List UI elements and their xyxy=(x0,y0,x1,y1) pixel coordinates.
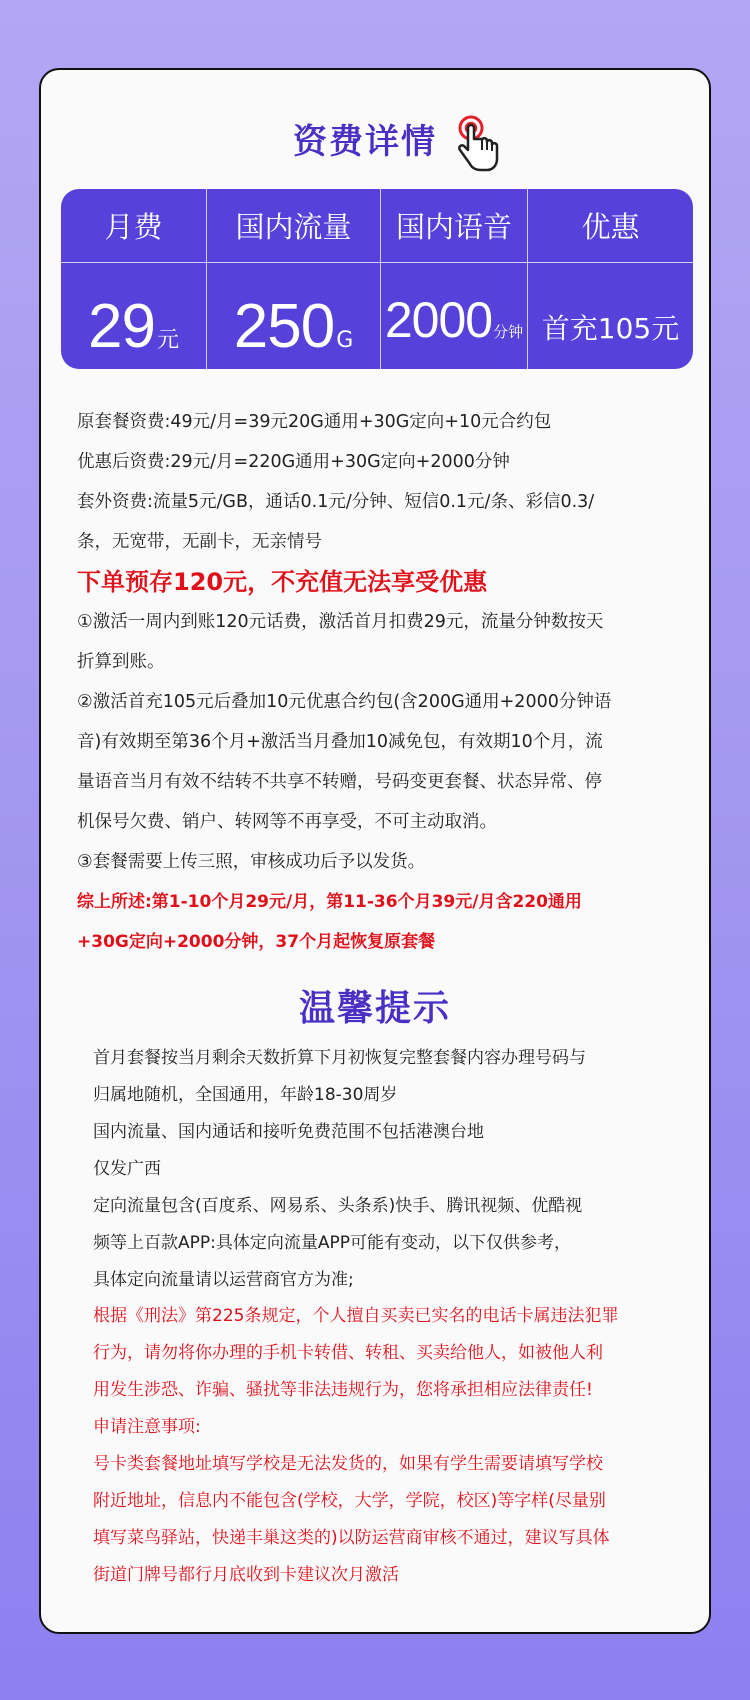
detail-line: 原套餐资费:49元/月=39元20G通用+30G定向+10元合约包 xyxy=(77,412,552,432)
notice-line: 号卡类套餐地址填写学校是无法发货的，如果有学生需要请填写学校 xyxy=(93,1454,603,1474)
legal-notice xyxy=(93,1298,683,1594)
note-line: 折算到账。 xyxy=(77,652,165,672)
legal-line: 用发生涉恐、诈骗、骚扰等非法违规行为，您将承担相应法律责任! xyxy=(93,1380,593,1400)
notice-heading: 申请注意事项: xyxy=(93,1417,201,1437)
prepay-warning: 下单预存120元，不充值无法享受优惠 xyxy=(77,568,488,596)
tip-line: 仅发广西 xyxy=(93,1159,161,1179)
note-line: ①激活一周内到账120元话费，激活首月扣费29元，流量分钟数按天 xyxy=(77,612,604,632)
notice-line: 街道门牌号都行月底收到卡建议次月激活 xyxy=(93,1565,399,1585)
pointer-hand-icon xyxy=(455,114,503,174)
fee-details xyxy=(77,402,677,962)
detail-line: 套外资费:流量5元/GB，通话0.1元/分钟、短信0.1元/条、彩信0.3/ xyxy=(77,492,595,512)
header-domestic-data: 国内流量 xyxy=(207,189,381,263)
fee-table xyxy=(61,189,693,369)
note-line: 机保号欠费、销户、转网等不再享受，不可主动取消。 xyxy=(77,812,497,832)
tips-title: 温馨提示 xyxy=(298,988,451,1029)
data-value: 250 G xyxy=(207,263,381,369)
fee-card xyxy=(39,68,711,1634)
tip-line: 频等上百款APP:具体定向流量APP可能有变动，以下仅供参考， xyxy=(93,1233,571,1253)
notice-line: 填写菜鸟驿站，快递丰巢这类的)以防运营商审核不通过，建议写具体 xyxy=(93,1528,610,1548)
tip-line: 首月套餐按当月剩余天数折算下月初恢复完整套餐内容办理号码与 xyxy=(93,1048,586,1068)
summary-line: +30G定向+2000分钟，37个月起恢复原套餐 xyxy=(77,932,436,952)
promo-value: 首充105元 xyxy=(541,312,680,345)
tip-line: 归属地随机，全国通用，年龄18-30周岁 xyxy=(93,1085,398,1105)
voice-value: 2000 分钟 xyxy=(381,263,528,369)
detail-line: 优惠后资费:29元/月=220G通用+30G定向+2000分钟 xyxy=(77,452,510,472)
note-line: 音)有效期至第36个月+激活当月叠加10减免包，有效期10个月，流 xyxy=(77,732,603,752)
tips-list xyxy=(93,1040,683,1299)
header-discount: 优惠 xyxy=(528,189,693,263)
note-line: ②激活首充105元后叠加10元优惠合约包(含200G通用+2000分钟语 xyxy=(77,692,612,712)
detail-line: 条，无宽带，无副卡，无亲情号 xyxy=(77,532,322,552)
legal-line: 行为，请勿将你办理的手机卡转借、转租、买卖给他人，如被他人利 xyxy=(93,1343,603,1363)
notice-line: 附近地址，信息内不能包含(学校，大学，学院，校区)等字样(尽量别 xyxy=(93,1491,606,1511)
legal-line: 根据《刑法》第225条规定，个人擅自买卖已实名的电话卡属违法犯罪 xyxy=(93,1306,619,1326)
tip-line: 具体定向流量请以运营商官方为准; xyxy=(93,1270,354,1290)
note-line: ③套餐需要上传三照，审核成功后予以发货。 xyxy=(77,852,426,872)
header-domestic-voice: 国内语音 xyxy=(381,189,528,263)
fees-title: 资费详情 xyxy=(293,122,437,162)
header-monthly-fee: 月费 xyxy=(61,189,207,263)
note-line: 量语音当月有效不结转不共享不转赠，号码变更套餐、状态异常、停 xyxy=(77,772,602,792)
summary-line: 综上所述:第1-10个月29元/月，第11-36个月39元/月含220通用 xyxy=(77,892,582,912)
monthly-fee-value: 29 元 xyxy=(61,263,207,369)
tip-line: 国内流量、国内通话和接听免费范围不包括港澳台地 xyxy=(93,1122,484,1142)
tip-line: 定向流量包含(百度系、网易系、头条系)快手、腾讯视频、优酷视 xyxy=(93,1196,583,1216)
